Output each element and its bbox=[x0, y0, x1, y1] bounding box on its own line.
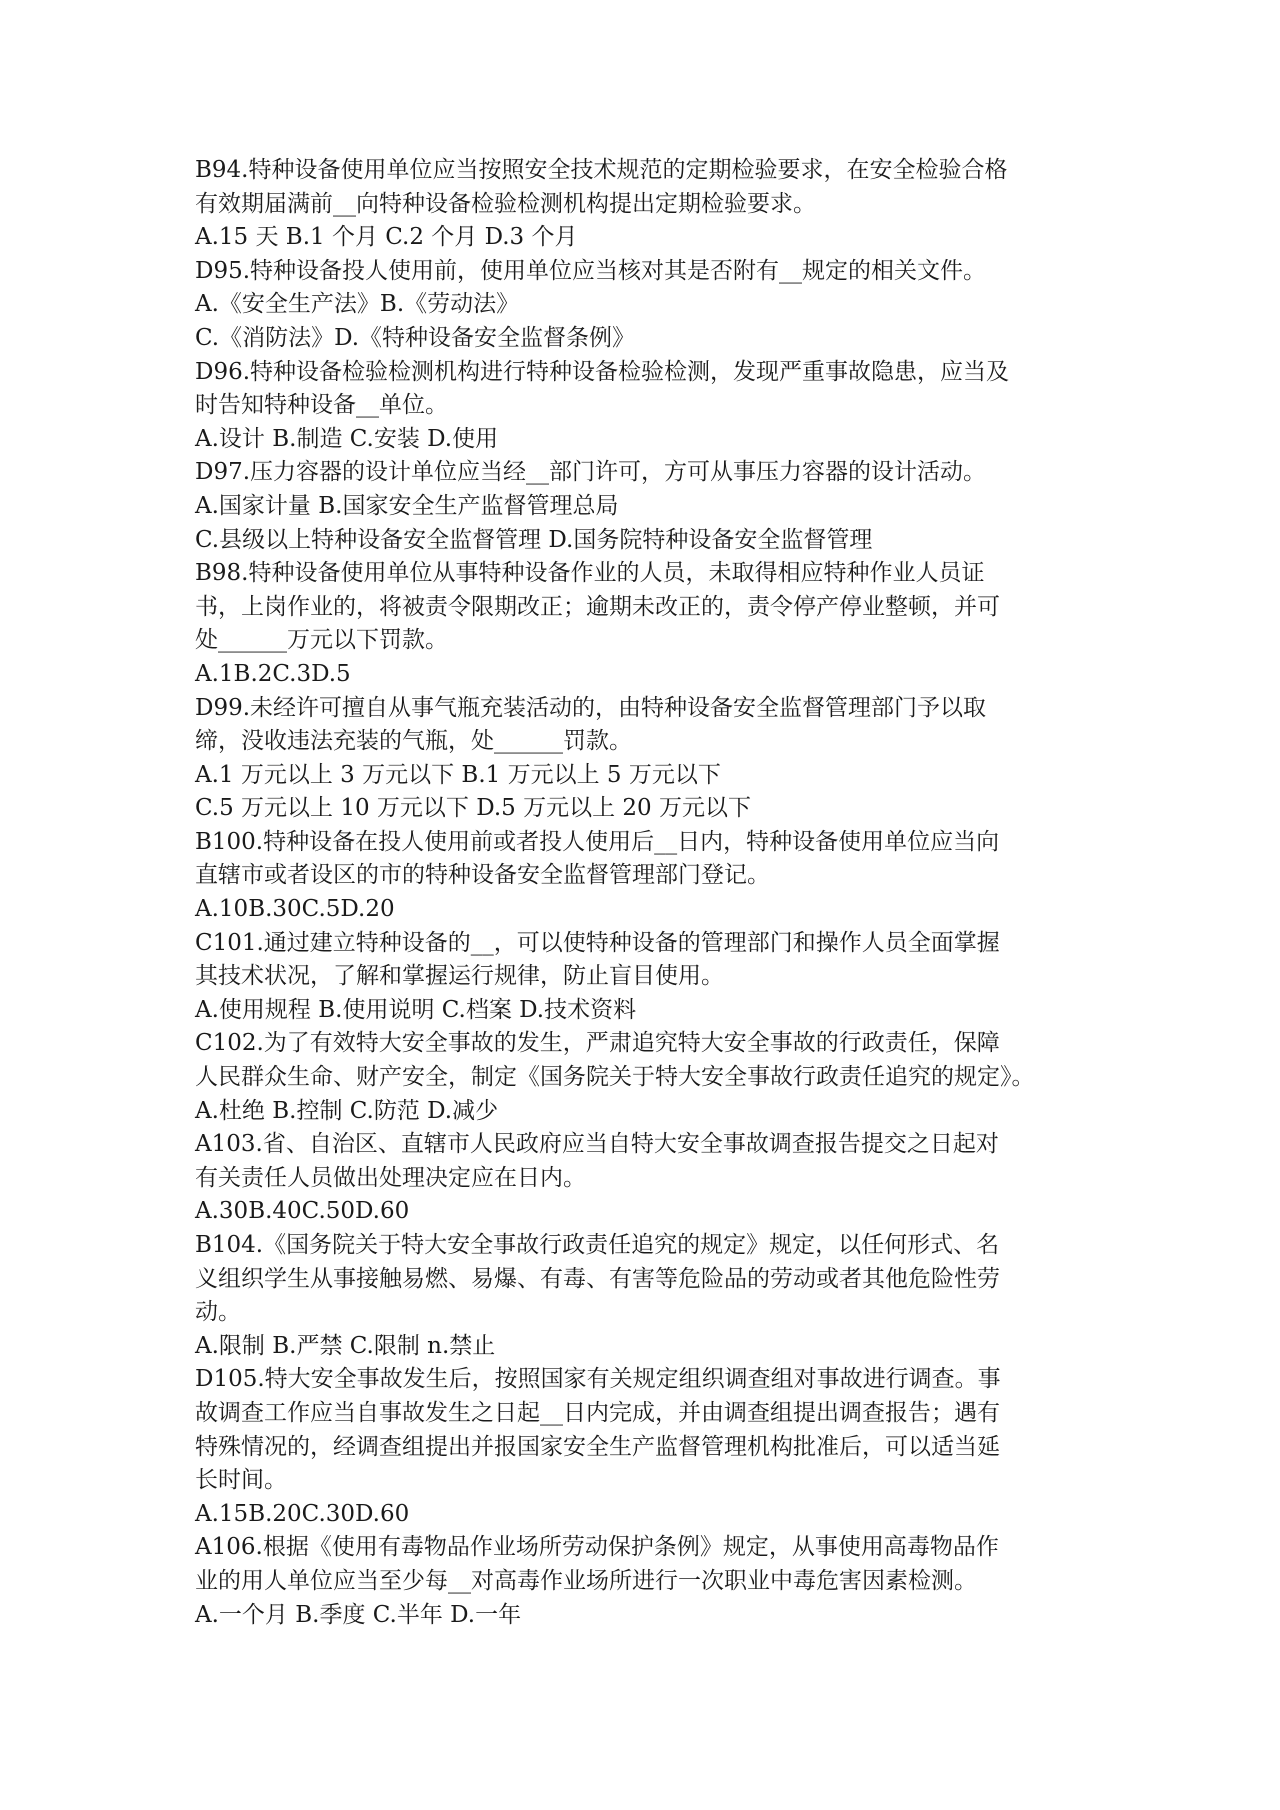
q104-line-1: B104.《国务院关于特大安全事故行政责任追究的规定》规定，以任何形式、名 bbox=[195, 1232, 1000, 1258]
q105-line-4: 长时间。 bbox=[195, 1467, 287, 1494]
q94-line-1: B94.特种设备使用单位应当按照安全技术规范的定期检验要求，在安全检验合格 bbox=[195, 157, 1008, 183]
q98-options: A.1B.2C.3D.5 bbox=[195, 660, 351, 687]
q97-options-1: A.国家计量 B.国家安全生产监督管理总局 bbox=[195, 492, 619, 519]
q106-line-1: A106.根据《使用有毒物品作业场所劳动保护条例》规定，从事使用高毒物品作 bbox=[195, 1534, 999, 1561]
q102-options: A.杜绝 B.控制 C.防范 D.减少 bbox=[195, 1097, 499, 1124]
q101-options: A.使用规程 B.使用说明 C.档案 D.技术资料 bbox=[195, 996, 637, 1023]
q101-line-1: C101.通过建立特种设备的__，可以使特种设备的管理部门和操作人员全面掌握 bbox=[195, 929, 1000, 956]
q101-line-2: 其技术状况，了解和掌握运行规律，防止盲目使用。 bbox=[195, 963, 724, 990]
q105-line-3: 特殊情况的，经调查组提出并报国家安全生产监督管理机构批准后，可以适当延 bbox=[195, 1433, 1000, 1460]
q100-line-1: B100.特种设备在投人使用前或者投人使用后__日内，特种设备使用单位应当向 bbox=[195, 828, 1000, 855]
q106-line-2: 业的用人单位应当至少每__对高毒作业场所进行一次职业中毒危害因素检测。 bbox=[195, 1567, 977, 1594]
q103-line-1: A103.省、自治区、直辖市人民政府应当自特大安全事故调查报告提交之日起对 bbox=[195, 1131, 999, 1158]
q106-options: A.一个月 B.季度 C.半年 D.一年 bbox=[195, 1601, 522, 1628]
q103-line-2: 有关责任人员做出处理决定应在日内。 bbox=[195, 1164, 586, 1191]
q102-line-2: 人民群众生命、财产安全，制定《国务院关于特大安全事故行政责任追究的规定》。 bbox=[195, 1064, 1035, 1091]
q95-options-2: C.《消防法》D.《特种设备安全监督条例》 bbox=[195, 324, 636, 351]
q104-options: A.限制 B.严禁 C.限制 n.禁止 bbox=[195, 1332, 496, 1359]
q96-line-1: D96.特种设备检验检测机构进行特种设备检验检测，发现严重事故隐患，应当及 bbox=[195, 358, 1010, 385]
q95-line-1: D95.特种设备投人使用前，使用单位应当核对其是否附有__规定的相关文件。 bbox=[195, 257, 987, 284]
q95-options-1: A.《安全生产法》B.《劳动法》 bbox=[195, 291, 520, 318]
q96-options: A.设计 B.制造 C.安装 D.使用 bbox=[195, 425, 499, 452]
q97-options-2: C.县级以上特种设备安全监督管理 D.国务院特种设备安全监督管理 bbox=[195, 526, 873, 553]
q104-line-2: 义组织学生从事接触易燃、易爆、有毒、有害等危险品的劳动或者其他危险性劳 bbox=[195, 1265, 1000, 1292]
q100-line-2: 直辖市或者设区的市的特种设备安全监督管理部门登记。 bbox=[195, 862, 770, 889]
q94-options: A.15 天 B.1 个月 C.2 个月 D.3 个月 bbox=[195, 224, 578, 251]
q99-options-1: A.1 万元以上 3 万元以下 B.1 万元以上 5 万元以下 bbox=[195, 761, 721, 788]
q102-line-1: C102.为了有效特大安全事故的发生，严肃追究特大安全事故的行政责任，保障 bbox=[195, 1030, 1000, 1057]
q98-line-2: 书，上岗作业的，将被责令限期改正；逾期未改正的，责令停产停业整顿，并可 bbox=[195, 593, 1000, 620]
q98-line-1: B98.特种设备使用单位从事特种设备作业的人员，未取得相应特种作业人员证 bbox=[195, 560, 985, 587]
q99-line-2: 缔，没收违法充装的气瓶，处______罚款。 bbox=[195, 728, 632, 755]
q98-line-3: 处______万元以下罚款。 bbox=[195, 627, 448, 654]
q105-line-1: D105.特大安全事故发生后，按照国家有关规定组织调查组对事故进行调查。事 bbox=[195, 1366, 1001, 1393]
q99-options-2: C.5 万元以上 10 万元以下 D.5 万元以上 20 万元以下 bbox=[195, 795, 751, 822]
q96-line-2: 时告知特种设备__单位。 bbox=[195, 392, 448, 419]
q100-options: A.10B.30C.5D.20 bbox=[195, 896, 395, 923]
q99-line-1: D99.未经许可擅自从事气瓶充装活动的，由特种设备安全监督管理部门予以取 bbox=[195, 694, 987, 721]
q94-line-2: 有效期届满前__向特种设备检验检测机构提出定期检验要求。 bbox=[195, 190, 816, 217]
q105-options: A.15B.20C.30D.60 bbox=[195, 1500, 410, 1527]
q97-line-1: D97.压力容器的设计单位应当经__部门许可，方可从事压力容器的设计活动。 bbox=[195, 459, 987, 486]
q103-options: A.30B.40C.50D.60 bbox=[195, 1198, 410, 1225]
q105-line-2: 故调查工作应当自事故发生之日起__日内完成，并由调查组提出调查报告；遇有 bbox=[195, 1399, 1000, 1426]
q104-line-3: 动。 bbox=[195, 1299, 241, 1326]
document-body bbox=[195, 154, 1095, 1632]
